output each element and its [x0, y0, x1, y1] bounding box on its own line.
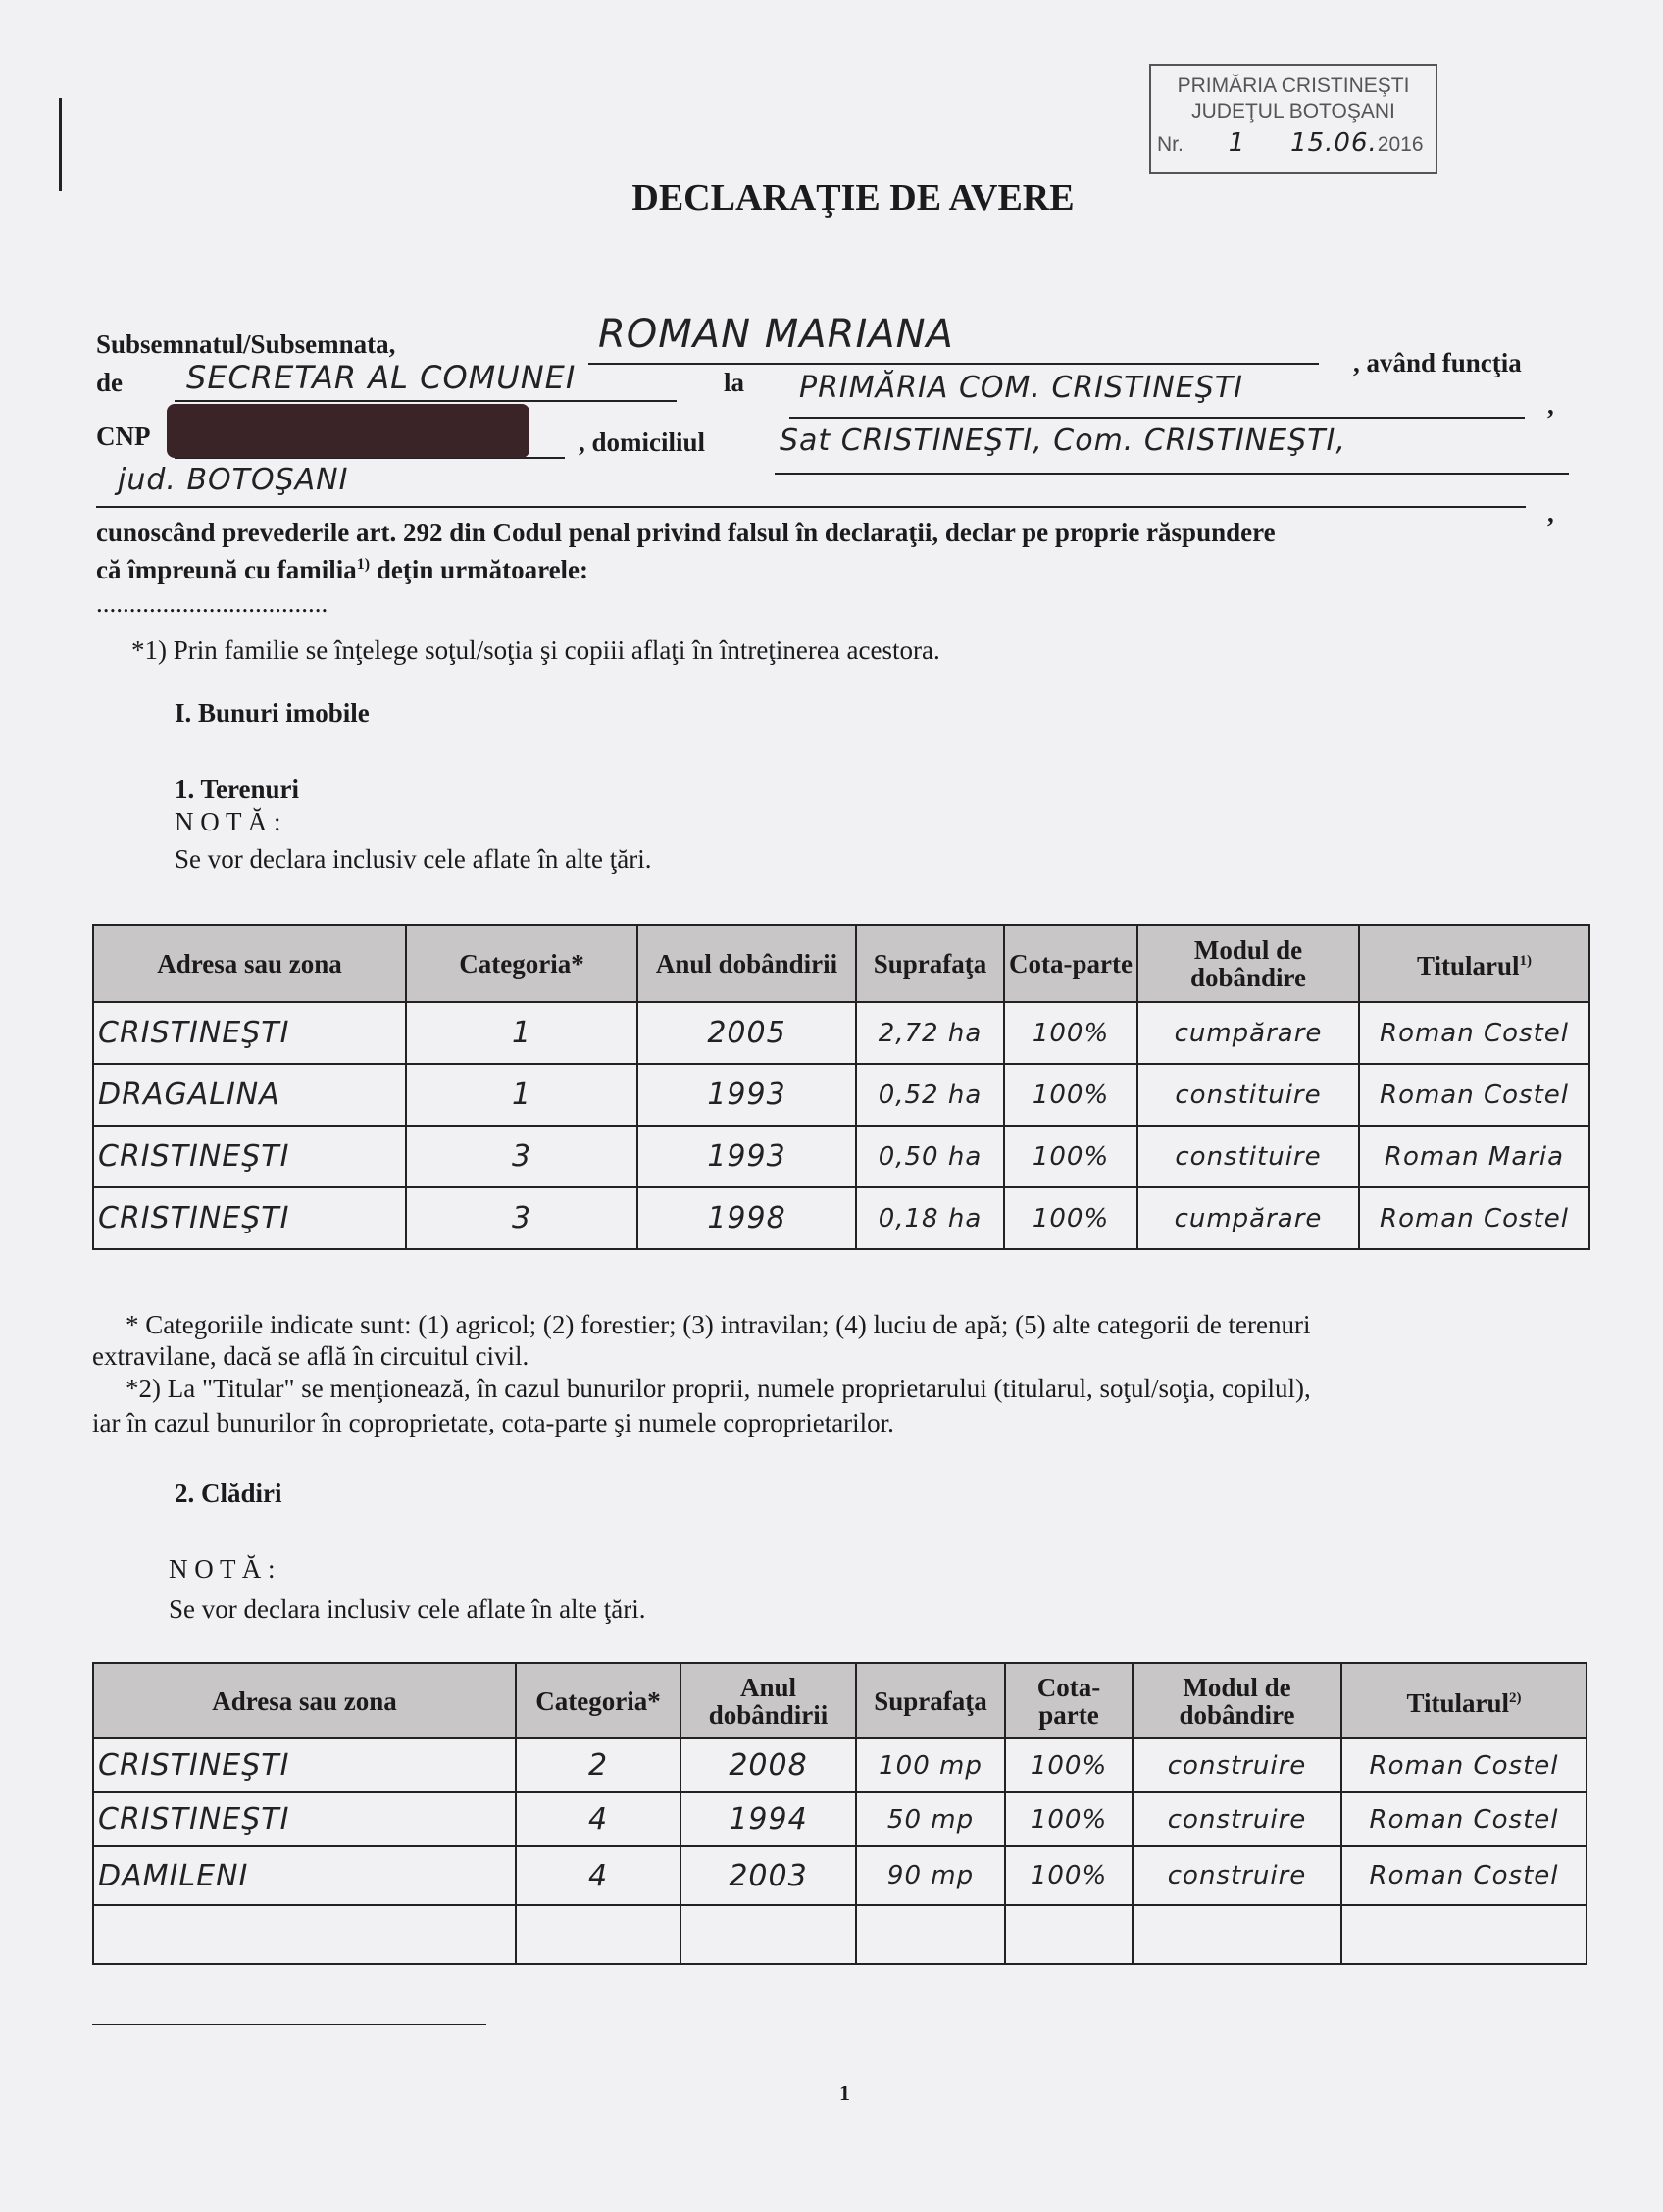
cell-year: 1993 [637, 1126, 856, 1187]
statement-text: că împreună cu familia [96, 555, 357, 584]
stamp-nr-label: Nr. [1157, 133, 1184, 156]
cell-empty [516, 1905, 680, 1964]
cell-owner: Roman Maria [1359, 1126, 1589, 1187]
cell-mode: construire [1133, 1792, 1341, 1846]
cell-share: 100% [1005, 1846, 1133, 1905]
col-header: Adresa sau zona [93, 1663, 516, 1738]
col-header [1359, 925, 1589, 1002]
cell-owner: Roman Costel [1341, 1792, 1587, 1846]
cell-area: 50 mp [856, 1792, 1005, 1846]
cell-address: CRISTINEŞTI [93, 1187, 406, 1249]
cell-share: 100% [1005, 1792, 1133, 1846]
titular-header: Titularul [1416, 951, 1520, 980]
footnote-separator [92, 2024, 486, 2025]
page-title: DECLARAŢIE DE AVERE [631, 177, 1075, 219]
cell-empty [1133, 1905, 1341, 1964]
cell-address: CRISTINEŞTI [93, 1126, 406, 1187]
cell-area: 0,52 ha [856, 1064, 1004, 1126]
cell-area: 0,18 ha [856, 1187, 1004, 1249]
cell-area: 0,50 ha [856, 1126, 1004, 1187]
table-row [93, 1187, 1589, 1249]
cnp-redacted [167, 404, 529, 458]
cell-empty [1341, 1905, 1587, 1964]
cell-year: 2005 [637, 1002, 856, 1064]
titular-header: Titularul [1406, 1688, 1510, 1718]
cell-empty [1005, 1905, 1133, 1964]
cell-share: 100% [1004, 1126, 1137, 1187]
statement-text-end: deţin următoarele: [370, 555, 589, 584]
col-header: Anul dobândirii [637, 925, 856, 1002]
col-header: Suprafaţa [856, 925, 1004, 1002]
statement-line2 [96, 555, 588, 585]
footnote-ref: 1) [1519, 953, 1533, 969]
table-row [93, 1738, 1587, 1792]
domiciliu-label: , domiciliul [579, 427, 706, 457]
subsection-cladiri: 2. Clădiri [175, 1479, 282, 1508]
avand-label: , având funcţia [1353, 348, 1522, 377]
col-header: Cota-parte [1004, 925, 1137, 1002]
cell-mode: construire [1133, 1738, 1341, 1792]
cell-area: 90 mp [856, 1846, 1005, 1905]
cell-year: 2008 [680, 1738, 856, 1792]
footnote-family: *1) Prin familie se înţelege soţul/soţia şi copiii aflaţi în întreţinerea acestora. [131, 635, 940, 665]
cell-empty [856, 1905, 1005, 1964]
dots-separator: ................................... [96, 588, 328, 618]
institution-value: PRIMĂRIA COM. CRISTINEŞTI [799, 371, 1243, 405]
col-header: Suprafaţa [856, 1663, 1005, 1738]
table-row [93, 1064, 1589, 1126]
cell-share: 100% [1004, 1187, 1137, 1249]
cell-address: DAMILENI [93, 1846, 516, 1905]
registration-stamp [1149, 64, 1437, 174]
cell-category: 4 [516, 1792, 680, 1846]
cell-mode: constituire [1137, 1126, 1359, 1187]
footnote-ref: 1) [356, 556, 371, 573]
cell-empty [680, 1905, 856, 1964]
table-header-row [93, 1663, 1587, 1738]
cell-address: CRISTINEŞTI [93, 1792, 516, 1846]
col-header: Modul de dobândire [1133, 1663, 1341, 1738]
cell-mode: construire [1133, 1846, 1341, 1905]
cell-category: 1 [406, 1064, 637, 1126]
comma: , [1547, 390, 1554, 420]
cell-empty [93, 1905, 516, 1964]
col-header: Categoria* [406, 925, 637, 1002]
col-header [1341, 1663, 1587, 1738]
cnp-label: CNP [96, 422, 151, 451]
cell-owner: Roman Costel [1359, 1002, 1589, 1064]
stamp-line2: JUDEŢUL BOTOŞANI [1191, 100, 1395, 123]
cell-mode: cumpărare [1137, 1187, 1359, 1249]
subsection-terenuri: 1. Terenuri [175, 775, 300, 804]
table-row [93, 1126, 1589, 1187]
table-row [93, 1792, 1587, 1846]
cell-category: 4 [516, 1846, 680, 1905]
titular-note-cont: iar în cazul bunurilor în coproprietate, cota-parte şi numele coproprietarilor. [92, 1408, 894, 1437]
table-header-row [93, 925, 1589, 1002]
declarant-name: ROMAN MARIANA [598, 312, 954, 357]
cell-area: 2,72 ha [856, 1002, 1004, 1064]
cell-area: 100 mp [856, 1738, 1005, 1792]
table-row [93, 1846, 1587, 1905]
cell-owner: Roman Costel [1359, 1064, 1589, 1126]
col-header: Categoria* [516, 1663, 680, 1738]
cell-share: 100% [1004, 1064, 1137, 1126]
col-header: Modul de dobândire [1137, 925, 1359, 1002]
titular-note: *2) La "Titular" se menţionează, în cazul bunurilor proprii, numele proprietarului (titularul, soţul/soţia, copilul), [126, 1374, 1311, 1403]
cell-address: DRAGALINA [93, 1064, 406, 1126]
cell-category: 3 [406, 1126, 637, 1187]
stamp-date: 15.06. [1290, 128, 1378, 158]
col-header: Anul dobândirii [680, 1663, 856, 1738]
categories-note: * Categoriile indicate sunt: (1) agricol; (2) forestier; (3) intravilan; (4) luciu de apă; (5) alte categorii de terenuri [126, 1310, 1311, 1339]
table-row-empty [93, 1905, 1587, 1964]
stamp-nr-value: 1 [1228, 128, 1246, 158]
cell-year: 1998 [637, 1187, 856, 1249]
cladiri-table [92, 1662, 1587, 1965]
subsemnatul-label: Subsemnatul/Subsemnata, [96, 329, 396, 359]
footnote-ref: 2) [1509, 1690, 1522, 1706]
statement-line1: cunoscând prevederile art. 292 din Codul penal privind falsul în declaraţii, declar pe proprie răspundere [96, 518, 1276, 547]
nota-text: Se vor declara inclusiv cele aflate în alte ţări. [169, 1594, 646, 1624]
cell-year: 1994 [680, 1792, 856, 1846]
col-header: Cota-parte [1005, 1663, 1133, 1738]
address-line2: jud. BOTOŞANI [118, 463, 349, 497]
cell-category: 1 [406, 1002, 637, 1064]
section-title-imobile: I. Bunuri imobile [175, 698, 370, 728]
cell-owner: Roman Costel [1359, 1187, 1589, 1249]
function-value: SECRETAR AL COMUNEI [186, 359, 577, 396]
cell-address: CRISTINEŞTI [93, 1738, 516, 1792]
cell-mode: constituire [1137, 1064, 1359, 1126]
cell-address: CRISTINEŞTI [93, 1002, 406, 1064]
col-header: Adresa sau zona [93, 925, 406, 1002]
comma: , [1547, 498, 1554, 528]
cell-owner: Roman Costel [1341, 1846, 1587, 1905]
cell-year: 1993 [637, 1064, 856, 1126]
cell-share: 100% [1004, 1002, 1137, 1064]
nota-label: N O T Ă : [169, 1554, 276, 1584]
terenuri-table [92, 924, 1590, 1250]
cell-year: 2003 [680, 1846, 856, 1905]
stamp-year: 2016 [1377, 133, 1424, 156]
cell-mode: cumpărare [1137, 1002, 1359, 1064]
cell-share: 100% [1005, 1738, 1133, 1792]
page-number: 1 [839, 2081, 850, 2105]
stamp-line1: PRIMĂRIA CRISTINEŞTI [1177, 75, 1410, 97]
cell-category: 3 [406, 1187, 637, 1249]
nota-label: N O T Ă : [175, 807, 281, 836]
address-line1: Sat CRISTINEŞTI, Com. CRISTINEŞTI, [780, 424, 1346, 458]
categories-note-cont: extravilane, dacă se află în circuitul civil. [92, 1341, 529, 1371]
cell-category: 2 [516, 1738, 680, 1792]
la-label: la [724, 368, 745, 397]
table-row [93, 1002, 1589, 1064]
nota-text: Se vor declara inclusiv cele aflate în alte ţări. [175, 844, 652, 874]
cell-owner: Roman Costel [1341, 1738, 1587, 1792]
de-label: de [96, 368, 123, 397]
stamp-number-row [1151, 130, 1436, 158]
